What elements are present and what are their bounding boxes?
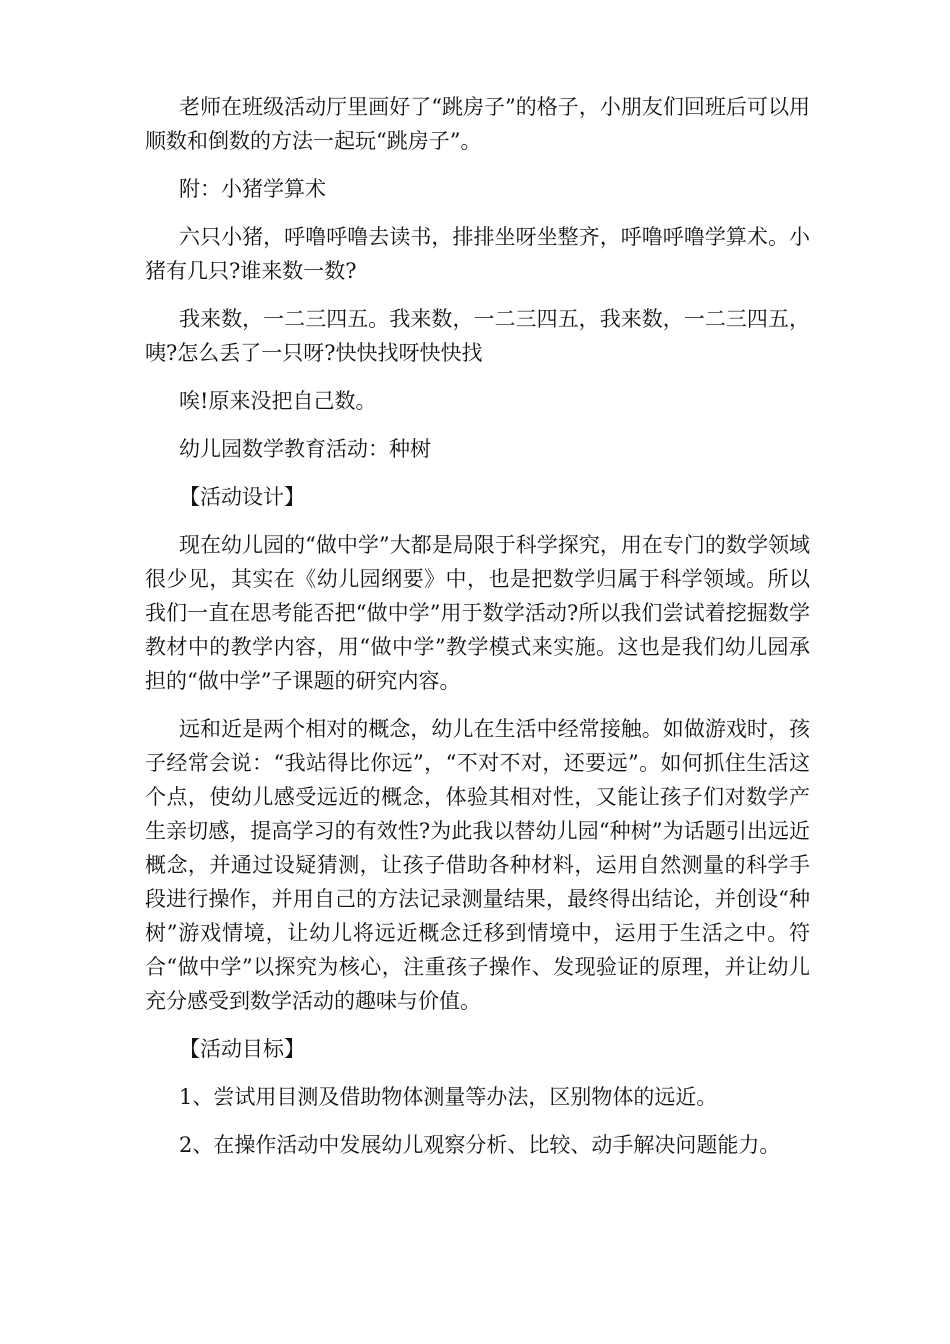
paragraph-hopscotch: 老师在班级活动厅里画好了“跳房子”的格子，小朋友们回班后可以用顺数和倒数的方法一起玩“跳房子”。: [145, 95, 810, 153]
paragraph-appendix-title: 附：小猪学算术: [179, 177, 326, 201]
paragraph-distance-concept: 远和近是两个相对的概念，幼儿在生活中经常接触。如做游戏时，孩子经常会说：“我站得比你远”，“不对不对，还要远”。如何抓住生活这个点，使幼儿感受远近的概念，体验其相对性，又能让孩子们对数学产生亲切感，提高学习的有效性?为此我以替幼儿园“种树”为话题引出远近概念，并通过设疑猜测，让孩子借助各种材料，运用自然测量的科学手段进行操作，并用自己的方法记录测量结果，最终得出结论，并创设“种树”游戏情境，让幼儿将远近概念迁移到情境中，运用于生活之中。符合“做中学”以探究为核心，注重孩子操作、发现验证的原理，并让幼儿充分感受到数学活动的趣味与价值。: [145, 717, 810, 1013]
paragraph-activity-title: 幼儿园数学教育活动：种树: [179, 437, 431, 461]
document-page: [145, 90, 810, 1162]
goal-item-1: 1、尝试用目测及借助物体测量等办法，区别物体的远近。: [179, 1085, 718, 1109]
paragraph-piglets-verse: 六只小猪，呼噜呼噜去读书，排排坐呀坐整齐，呼噜呼噜学算术。小猪有几只?谁来数一数?: [145, 225, 810, 283]
goal-item-2: 2、在操作活动中发展幼儿观察分析、比较、动手解决问题能力。: [179, 1133, 781, 1157]
heading-activity-design: 【活动设计】: [179, 485, 305, 509]
paragraph-design-intro: 现在幼儿园的“做中学”大都是局限于科学探究，用在专门的数学领域很少见，其实在《幼儿园纲要》中，也是把数学归属于科学领域。所以我们一直在思考能否把“做中学”用于数学活动?所以我们尝试着挖掘数学教材中的教学内容，用“做中学”教学模式来实施。这也是我们幼儿园承担的“做中学”子课题的研究内容。: [145, 533, 810, 693]
heading-activity-goals: 【活动目标】: [179, 1037, 305, 1061]
paragraph-verse-ending: 唉!原来没把自己数。: [179, 389, 377, 413]
paragraph-counting-verse: 我来数，一二三四五。我来数，一二三四五，我来数，一二三四五，咦?怎么丢了一只呀?快快找呀快快找: [145, 307, 810, 365]
